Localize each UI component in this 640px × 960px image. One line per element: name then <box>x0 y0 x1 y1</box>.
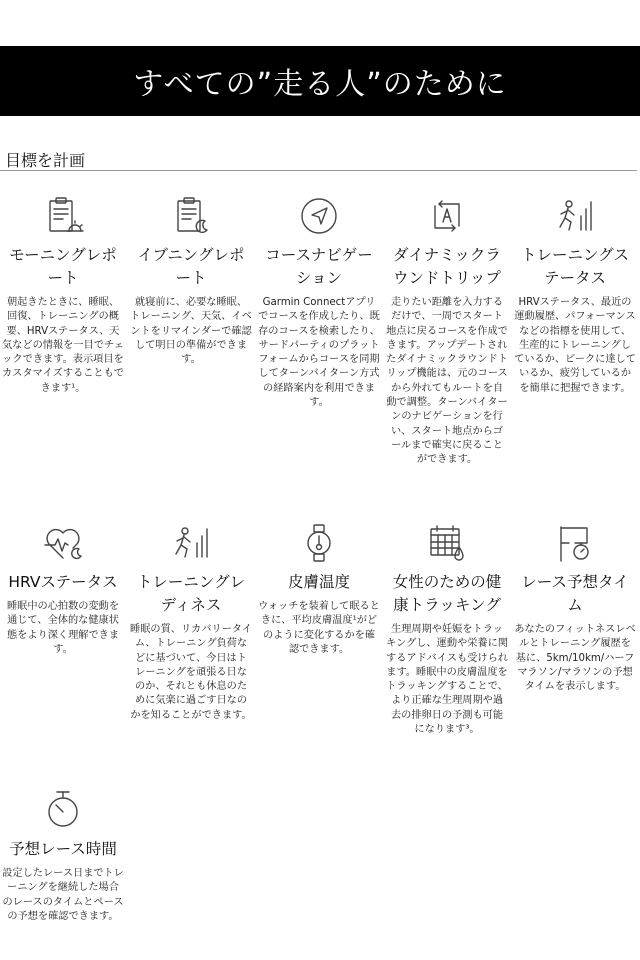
hrv-heart-icon <box>2 519 124 567</box>
section-title: 目標を計画 <box>5 151 86 170</box>
feature-title: レース予想タイム <box>521 573 629 614</box>
feature-card-dynamic-round-trip <box>386 192 508 468</box>
feature-description: 生理周期や妊娠をトラッキングし、運動や栄養に関するアドバイスも受けられます。睡眠中の皮膚温度をトラッキングすることで、より正確な生理周期や過去の排卵日の予測も可能になります³。 <box>386 624 508 736</box>
feature-description: 睡眠の質、リカバリータイム、トレーニング負荷などに基づいて、今日はトレーニングを頑張る日なのか、それとも休息のために気楽に過ごす日なのかを知ることができます。 <box>130 624 252 721</box>
watch-thermometer-icon <box>258 519 380 567</box>
course-navigation-icon <box>258 192 380 240</box>
feature-description: Garmin Connectアプリでコースを作成したり、既存のコースを検索したり、サードパーティのプラットフォームからコースを同期してターンバイターン方式の経路案内を利用できます。 <box>258 297 380 409</box>
feature-description: 睡眠中の心拍数の変動を通じて、全体的な健康状態をより深く理解できます。 <box>6 601 120 655</box>
feature-card-course-navigation <box>258 192 380 410</box>
feature-description: 走りたい距離を入力するだけで、一周でスタート地点に戻るコースを作成できます。アップデートされたダイナミックラウンドトリップ機能は、元のコースから外れてもルートを自動で調整。ターンバイターンのナビゲーションを行い、スタート地点からゴールまで確実に戻ることができます。 <box>386 297 508 466</box>
feature-description: HRVステータス、最近の運動履歴、パフォーマンスなどの指標を使用して、生産的にトレーニングしているか、ピークに達しているか、疲労しているかを簡単に把握できます。 <box>514 297 636 394</box>
feature-title: イブニングレポート <box>137 246 245 287</box>
feature-card-evening-report <box>130 192 252 367</box>
feature-title: 女性のための健康トラッキング <box>392 573 502 614</box>
hero-banner <box>0 46 640 116</box>
feature-title: コースナビゲーション <box>265 246 373 287</box>
training-readiness-icon <box>130 519 252 567</box>
feature-card-predicted-race-time <box>2 786 124 924</box>
flag-stopwatch-icon <box>514 519 636 567</box>
morning-report-icon <box>2 192 124 240</box>
evening-report-icon <box>130 192 252 240</box>
feature-title: 皮膚温度 <box>287 573 350 591</box>
calendar-drop-icon <box>386 519 508 567</box>
banner-title: すべての”走る人”のために <box>133 67 507 102</box>
feature-title: HRVステータス <box>8 573 118 591</box>
feature-title: トレーニングレディネス <box>136 573 246 614</box>
feature-card-training-status <box>514 192 636 396</box>
dynamic-round-trip-icon <box>386 192 508 240</box>
feature-card-womens-health <box>386 519 508 737</box>
feature-card-hrv-status <box>2 519 124 657</box>
feature-card-race-predictor <box>514 519 636 694</box>
feature-title: トレーニングステータス <box>520 246 630 287</box>
feature-card-skin-temperature <box>258 519 380 657</box>
feature-title: 予想レース時間 <box>9 840 117 858</box>
training-status-icon <box>514 192 636 240</box>
feature-description: あなたのフィットネスレベルとトレーニング履歴を基に、5km/10km/ハーフマラソン/マラソンの予想タイムを表示します。 <box>514 624 636 693</box>
feature-description: 朝起きたときに、睡眠、回復、トレーニングの概要、HRVステータス、天気などの情報を一目でチェックできます。表示項目をカスタマイズすることもできます¹。 <box>2 297 124 394</box>
feature-card-morning-report <box>2 192 124 396</box>
feature-title: モーニングレポート <box>9 246 117 287</box>
feature-description: 就寝前に、必要な睡眠、トレーニング、天気、イベントをリマインダーで確認して明日の準備ができます。 <box>130 297 252 366</box>
stopwatch-icon <box>2 786 124 834</box>
feature-description: ウォッチを装着して眠るときに、平均皮膚温度¹がどのように変化するかを確認できます。 <box>258 601 380 655</box>
feature-title: ダイナミックラウンドトリップ <box>393 246 501 287</box>
feature-card-training-readiness <box>130 519 252 723</box>
feature-description: 設定したレース日までトレーニングを継続した場合のレースのタイムとペースの予想を確認できます。 <box>2 868 124 922</box>
section-divider <box>0 170 637 171</box>
